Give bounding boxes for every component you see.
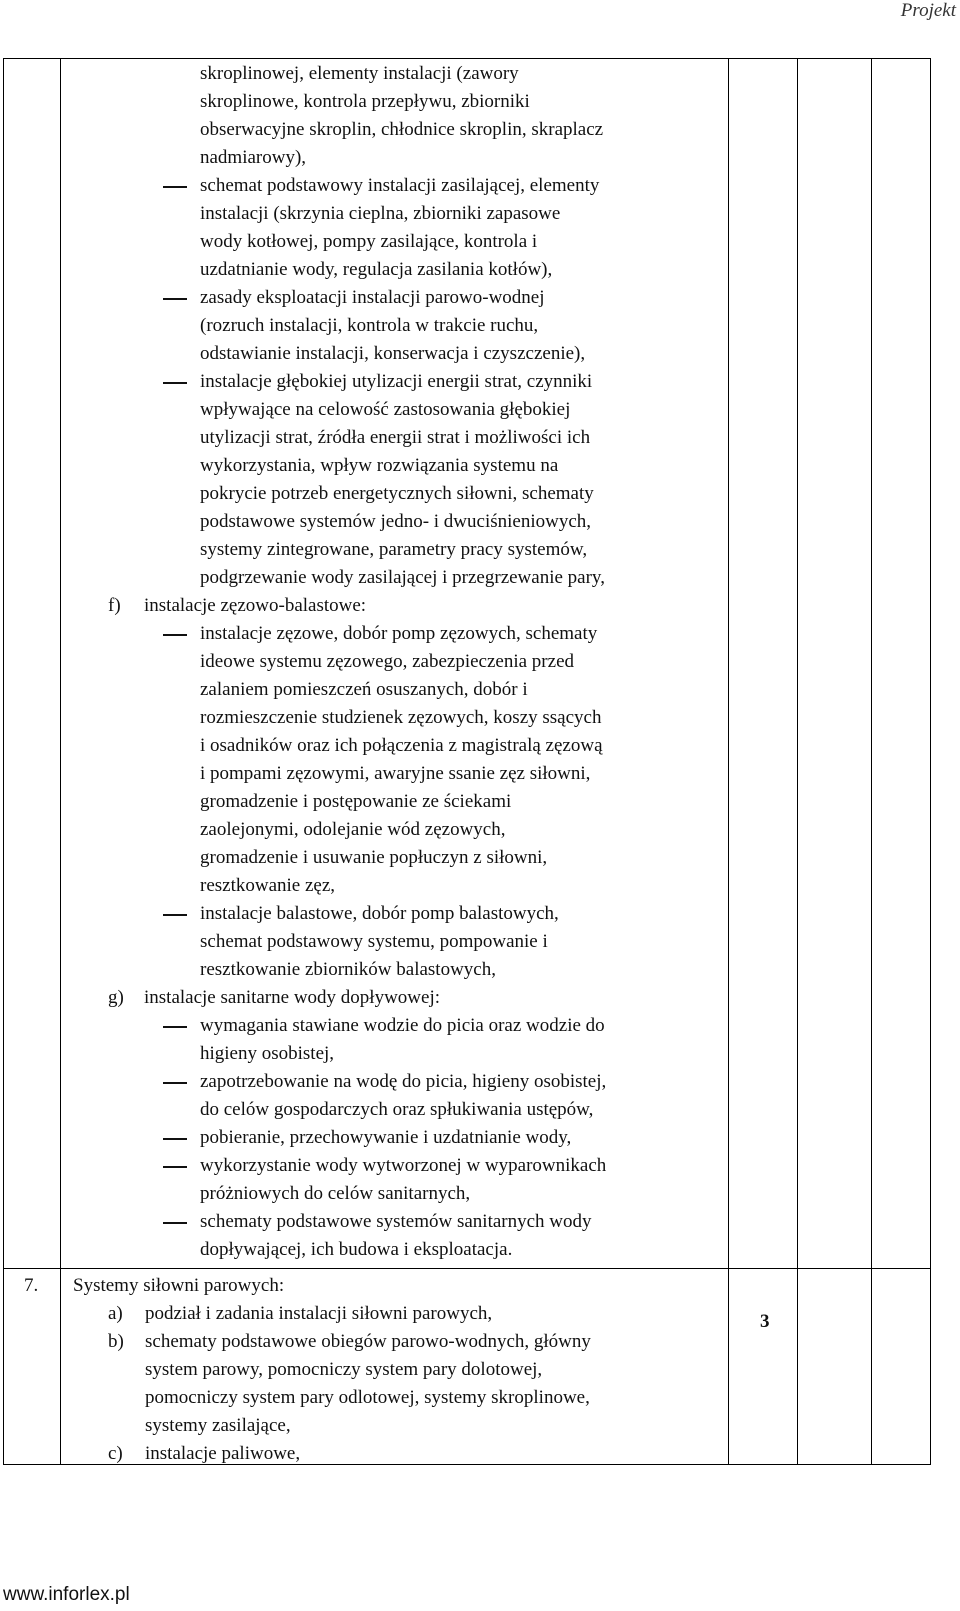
bullet-line: schemat podstawowy systemu, pompowanie i [200, 931, 548, 952]
section-7-hours: 3 [760, 1311, 770, 1332]
bullet-dash [163, 186, 187, 188]
continuation-line: obserwacyjne skroplin, chłodnice skroplin, skraplacz [200, 119, 604, 140]
row-divider [3, 1268, 931, 1269]
col-border-hours-left [728, 58, 729, 1465]
bullet-line: i pompami zęzowymi, awaryjne ssanie zęz siłowni, [200, 763, 591, 784]
bullet-line: do celów gospodarczych oraz spłukiwania ustępów, [200, 1099, 594, 1120]
bullet-line: resztkowanie zęz, [200, 875, 336, 896]
section-7-item-line: pomocniczy system pary odlotowej, systemy skroplinowe, [145, 1387, 590, 1408]
bullet-dash [163, 914, 187, 916]
section-7-title: Systemy siłowni parowych: [73, 1275, 285, 1296]
bullet-line: zaolejonymi, odolejanie wód zęzowych, [200, 819, 506, 840]
bullet-line: podgrzewanie wody zasilającej i przegrzewanie pary, [200, 567, 605, 588]
bullet-line: rozmieszczenie studzienek zęzowych, koszy ssących [200, 707, 602, 728]
bullet-line: gromadzenie i usuwanie popłuczyn z siłowni, [200, 847, 548, 868]
continuation-line: nadmiarowy), [200, 147, 307, 168]
footer-url: www.inforlex.pl [3, 1584, 130, 1605]
section-7-item-line: schematy podstawowe obiegów parowo-wodnych, główny [145, 1331, 591, 1352]
continuation-line: skroplinowe, kontrola przepływu, zbiorniki [200, 91, 530, 112]
bullet-dash [163, 298, 187, 300]
bullet-line: uzdatnianie wody, regulacja zasilania kotłów), [200, 259, 553, 280]
bullet-line: higieny osobistej, [200, 1043, 335, 1064]
bullet-line: systemy zintegrowane, parametry pracy systemów, [200, 539, 588, 560]
bullet-dash [163, 1138, 187, 1140]
bullet-line: zasady eksploatacji instalacji parowo-wodnej [200, 287, 545, 308]
bullet-dash [163, 634, 187, 636]
bullet-dash [163, 1222, 187, 1224]
bullet-line: instalacje zęzowe, dobór pomp zęzowych, schematy [200, 623, 598, 644]
bullet-line: schematy podstawowe systemów sanitarnych wody [200, 1211, 592, 1232]
bullet-dash [163, 1026, 187, 1028]
bullet-line: i osadników oraz ich połączenia z magistralą zęzową [200, 735, 603, 756]
item-label-f: f) [108, 595, 121, 616]
bullet-line: (rozruch instalacji, kontrola w trakcie ruchu, [200, 315, 539, 336]
col-border-right [930, 58, 931, 1465]
bullet-line: wpływające na celowość zastosowania głębokiej [200, 399, 571, 420]
section-7-item-label: c) [108, 1443, 123, 1464]
bullet-line: zalaniem pomieszczeń osuszanych, dobór i [200, 679, 528, 700]
bullet-line: pokrycie potrzeb energetycznych siłowni, schematy [200, 483, 594, 504]
section-7-item-label: b) [108, 1331, 124, 1352]
table-top-border [3, 58, 931, 59]
bullet-line: pobieranie, przechowywanie i uzdatnianie wody, [200, 1127, 572, 1148]
bullet-line: wymagania stawiane wodzie do picia oraz wodzie do [200, 1015, 605, 1036]
continuation-line: skroplinowej, elementy instalacji (zawory [200, 63, 519, 84]
bullet-line: podstawowe systemów jedno- i dwuciśnieniowych, [200, 511, 592, 532]
bullet-line: próżniowych do celów sanitarnych, [200, 1183, 471, 1204]
col-border-number [60, 58, 61, 1465]
section-7-item-line: podział i zadania instalacji siłowni parowych, [145, 1303, 493, 1324]
bullet-line: schemat podstawowy instalacji zasilającej, elementy [200, 175, 600, 196]
bullet-line: gromadzenie i postępowanie ze ściekami [200, 791, 512, 812]
bullet-line: odstawianie instalacji, konserwacja i czyszczenie), [200, 343, 586, 364]
bullet-line: wykorzystania, wpływ rozwiązania systemu na [200, 455, 559, 476]
col-border-left [3, 58, 4, 1465]
bullet-dash [163, 382, 187, 384]
bullet-line: instalacji (skrzynia cieplna, zbiorniki zapasowe [200, 203, 561, 224]
bullet-line: utylizacji strat, źródła energii strat i możliwości ich [200, 427, 591, 448]
section-7-item-label: a) [108, 1303, 123, 1324]
bullet-line: wykorzystanie wody wytworzonej w wyparownikach [200, 1155, 607, 1176]
section-7-number: 7. [24, 1275, 39, 1296]
bullet-line: resztkowanie zbiorników balastowych, [200, 959, 496, 980]
bullet-dash [163, 1082, 187, 1084]
bullet-dash [163, 1166, 187, 1168]
section-7-item-line: system parowy, pomocniczy system pary dolotowej, [145, 1359, 543, 1380]
section-7-item-line: instalacje paliwowe, [145, 1443, 301, 1464]
section-7-item-line: systemy zasilające, [145, 1415, 291, 1436]
col-border-extra [871, 58, 872, 1465]
bullet-line: ideowe systemu zęzowego, zabezpieczenia przed [200, 651, 574, 672]
bullet-line: zapotrzebowanie na wodę do picia, higieny osobistej, [200, 1071, 607, 1092]
table-bottom-border [3, 1464, 931, 1465]
col-border-hours-right [797, 58, 798, 1465]
bullet-line: instalacje balastowe, dobór pomp balastowych, [200, 903, 559, 924]
bullet-line: instalacje głębokiej utylizacji energii strat, czynniki [200, 371, 593, 392]
bullet-line: dopływającej, ich budowa i eksploatacja. [200, 1239, 513, 1260]
header-label: Projekt [900, 0, 956, 21]
item-label-g: g) [108, 987, 124, 1008]
item-heading-f: instalacje zęzowo-balastowe: [144, 595, 367, 616]
bullet-line: wody kotłowej, pompy zasilające, kontrola i [200, 231, 538, 252]
item-heading-g: instalacje sanitarne wody dopływowej: [144, 987, 441, 1008]
